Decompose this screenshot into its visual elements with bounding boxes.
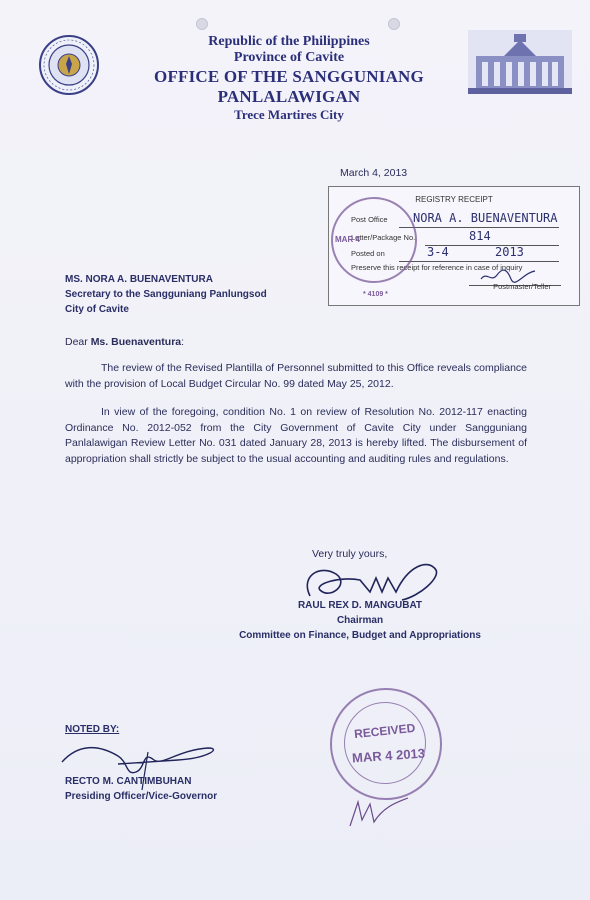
- receipt-letter-package-label: Letter/Package No.: [351, 233, 416, 242]
- second-signatory-position: Presiding Officer/Vice-Governor: [65, 791, 218, 802]
- addressee-title: Secretary to the Sangguniang Panlungsod: [65, 289, 267, 300]
- receipt-letter-package-value: 814: [469, 229, 491, 243]
- received-stamp-date: MAR 4 2013: [351, 745, 426, 766]
- second-signatory-block: [65, 774, 217, 804]
- receiver-signature: [344, 792, 414, 832]
- signatory-committee: Committee on Finance, Budget and Appropriations: [239, 630, 481, 641]
- addressee-name: MS. NORA A. BUENAVENTURA: [65, 274, 213, 285]
- addressee-block: [65, 272, 267, 317]
- salutation: [65, 336, 184, 348]
- letterhead-country: Republic of the Philippines: [208, 34, 370, 49]
- stamp-text: MAR 4: [335, 235, 360, 244]
- receipt-post-office-label: Post Office: [351, 215, 388, 224]
- body-paragraph-1: The review of the Revised Plantilla of Personnel submitted to this Office reveals compliance with the provision of Local Budget Circular No. 99 dated May 25, 2012.: [65, 362, 527, 390]
- registry-receipt: [328, 186, 580, 306]
- body-paragraph-2: In view of the foregoing, condition No. 1 on review of Resolution No. 2012-117 enacting Ordinance No. 2012-052 from the City Government of Cavite City under Sangguniang Panlalawigan Review Letter No. 031 dated January 28, 2013 is hereby lifted. The disbursement of appropriation shall strictly be subject to the usual accounting and auditing rules and regulations.: [65, 406, 527, 465]
- divider: [399, 227, 559, 228]
- letterhead-province: Province of Cavite: [233, 50, 345, 65]
- salutation-suffix: :: [181, 336, 185, 348]
- provincial-seal-icon: [38, 34, 100, 96]
- receipt-posted-on-label: Posted on: [351, 249, 385, 258]
- received-stamp-status: RECEIVED: [353, 720, 416, 742]
- receipt-note: Preserve this receipt for reference in case of inquiry: [351, 263, 523, 272]
- receipt-posted-on-year: 2013: [495, 245, 524, 259]
- letterhead-office: OFFICE OF THE SANGGUNIANG PANLALAWIGAN: [154, 67, 424, 106]
- stamp-number: * 4109 *: [363, 291, 388, 298]
- noted-by-label: NOTED BY:: [65, 724, 120, 735]
- salutation-prefix: Dear: [65, 336, 91, 348]
- closing: Very truly yours,: [312, 548, 388, 560]
- receipt-title: REGISTRY RECEIPT: [415, 195, 493, 204]
- signatory-name: RAUL REX D. MANGUBAT: [297, 600, 423, 611]
- punch-hole: [196, 18, 208, 30]
- receipt-posted-on-value: 3-4: [427, 245, 449, 259]
- receipt-postmaster-label: Postmaster/Teller: [493, 282, 551, 291]
- salutation-name: Ms. Buenaventura: [90, 336, 182, 348]
- letter-date: March 4, 2013: [340, 167, 408, 179]
- addressee-org: City of Cavite: [65, 304, 129, 315]
- capitol-building-image: [468, 30, 572, 94]
- receipt-post-office-value: NORA A. BUENAVENTURA: [413, 211, 558, 225]
- second-signatory-name: RECTO M. CANTIMBUHAN: [65, 776, 192, 787]
- divider: [399, 261, 559, 262]
- signatory-block: [210, 598, 510, 643]
- received-stamp-inner-ring: [344, 702, 426, 784]
- punch-hole: [388, 18, 400, 30]
- letterhead: [100, 34, 478, 123]
- signatory-position: Chairman: [336, 615, 384, 626]
- letterhead-city: Trece Martires City: [234, 107, 344, 122]
